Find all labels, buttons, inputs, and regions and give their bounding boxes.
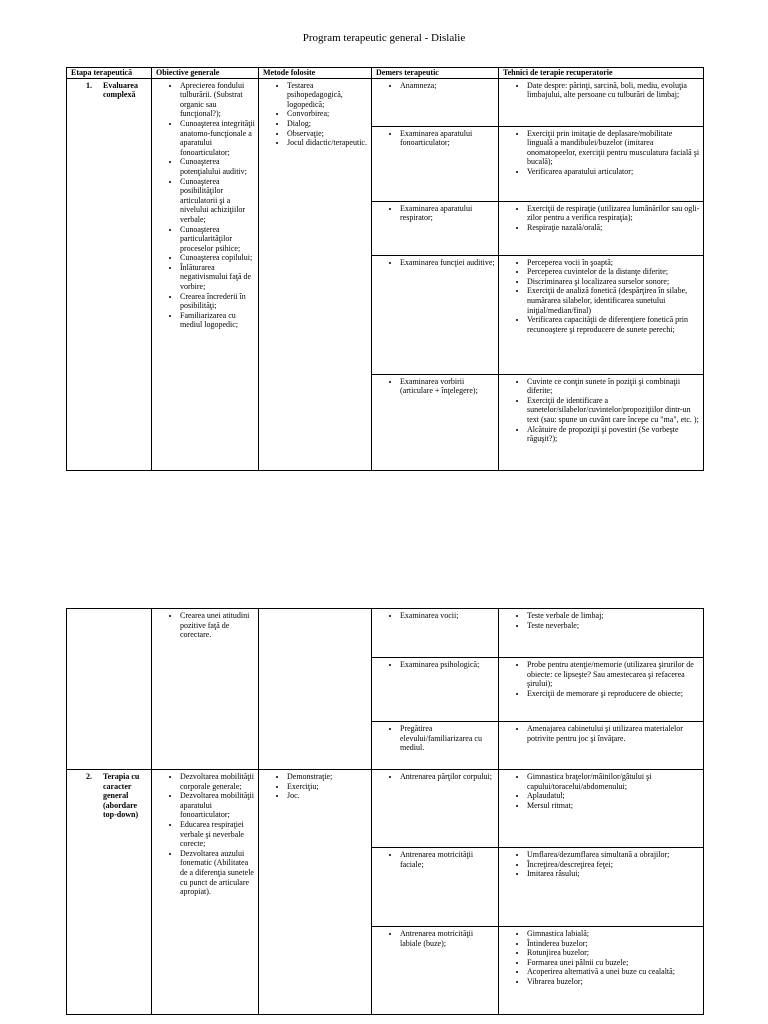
- techniques-cell: [499, 374, 704, 470]
- list-item: • Aprecierea fondului tulburării. (Substrat organic sau funcţional?);: [180, 81, 255, 119]
- approach-cell: [372, 770, 499, 848]
- approach-cell: [372, 722, 499, 770]
- list-item: • Dezvoltarea auzului fonematic (Abilitatea de a diferenţia sunetele cu punct de articulare apropiat).: [180, 849, 255, 897]
- list-item: • Exerciţii de identificare a sunetelor/silabelor/cuvintelor/propoziţiilor dintr-un text (sau: spune un cuvânt care începe cu "ma", etc. );: [527, 396, 700, 425]
- list-item: • Educarea respiraţiei verbale şi neverbale corecte;: [180, 820, 255, 849]
- objectives-cell: [152, 78, 259, 470]
- list-item: • Alcătuire de propoziţii şi povestiri (Se vorbeşte răguşit?);: [527, 425, 700, 444]
- techniques-cell: [499, 78, 704, 126]
- stage-number: 1.: [86, 80, 92, 90]
- methods-cell: [259, 78, 372, 470]
- list-item: • Acoperirea alternativă a unei buze cu cealaltă;: [527, 967, 700, 977]
- list-item: • Aplaudatul;: [527, 791, 700, 801]
- approach-cell: [372, 374, 499, 470]
- list-item: • Cunoaşterea copilului;: [180, 253, 255, 263]
- list-item: • Antrenarea motricităţii faciale;: [400, 850, 495, 869]
- list-item: • Jocul didactic/terapeutic.: [287, 138, 368, 148]
- stage-cell: [67, 609, 152, 770]
- list-item: • Dezvoltarea mobilităţii corporale generale;: [180, 772, 255, 791]
- list-item: • Formarea unei pâlnii cu buzele;: [527, 958, 700, 968]
- list-item: • Examinarea vocii;: [400, 611, 495, 621]
- list-item: • Rotunjirea buzelor;: [527, 948, 700, 958]
- list-item: • Examinarea funcţiei auditive;: [400, 258, 495, 268]
- approach-cell: [372, 848, 499, 927]
- list-item: • Încreţirea/descreţirea feţei;: [527, 860, 700, 870]
- list-item: • Antrenarea părţilor corpului;: [400, 772, 495, 782]
- header-techniques: Tehnici de terapie recuperatorie: [499, 68, 704, 79]
- approach-cell: [372, 609, 499, 658]
- list-item: • Exerciţii de respiraţie (utilizarea lumânărilor sau oglizilor pentru a verifica respiraţia);: [527, 204, 700, 223]
- list-item: • Verificarea aparatului articulator;: [527, 167, 700, 177]
- table-row: [67, 770, 704, 848]
- techniques-cell: [499, 927, 704, 1015]
- techniques-cell: [499, 609, 704, 658]
- list-item: • Înlăturarea negativismului faţă de vorbire;: [180, 263, 255, 292]
- list-item: • Exerciţii de analiză fonetică (despărţirea în silabe, numărarea silabelor, identificarea sunetului iniţial/median/final): [527, 286, 700, 315]
- stage-cell: [67, 78, 152, 470]
- list-item: • Anamneza;: [400, 81, 495, 91]
- techniques-cell: [499, 658, 704, 722]
- list-item: • Întinderea buzelor;: [527, 939, 700, 949]
- list-item: • Probe pentru atenţie/memorie (utilizarea şirurilor de obiecte: ce lipseşte? Sau amestecarea şi refacerea şirului);: [527, 660, 700, 689]
- list-item: • Examinarea aparatului fonoarticulator;: [400, 129, 495, 148]
- list-item: • Demonstraţie;: [287, 772, 368, 782]
- list-item: • Date despre: părinţi, sarcină, boli, mediu, evoluţia limbajului, alte persoane cu tulburări de limbaj;: [527, 81, 700, 100]
- approach-cell: [372, 126, 499, 201]
- list-item: • Mersul ritmat;: [527, 801, 700, 811]
- stage-name: Evaluarea complexă: [103, 80, 138, 100]
- header-objectives: Obiective generale: [152, 68, 259, 79]
- techniques-cell: [499, 201, 704, 255]
- list-item: • Observaţie;: [287, 129, 368, 139]
- header-approach: Demers terapeutic: [372, 68, 499, 79]
- list-item: • Amenajarea cabinetului şi utilizarea materialelor potrivite pentru joc şi învăţare.: [527, 724, 700, 743]
- table-row: [67, 78, 704, 126]
- list-item: • Examinarea psihologică;: [400, 660, 495, 670]
- list-item: • Pregătirea elevului/familiarizarea cu mediul.: [400, 724, 495, 753]
- list-item: • Examinarea aparatului respirator;: [400, 204, 495, 223]
- list-item: • Umflarea/dezumflarea simultană a obrajilor;: [527, 850, 700, 860]
- list-item: • Exerciţiu;: [287, 782, 368, 792]
- list-item: • Teste verbale de limbaj;: [527, 611, 700, 621]
- list-item: • Antrenarea motricităţii labiale (buze);: [400, 929, 495, 948]
- list-item: • Examinarea vorbirii (articulare + înţelegere);: [400, 377, 495, 396]
- techniques-cell: [499, 848, 704, 927]
- list-item: • Perceperea cuvintelor de la distanţe diferite;: [527, 267, 700, 277]
- methods-cell: [259, 609, 372, 770]
- approach-cell: [372, 255, 499, 374]
- approach-cell: [372, 658, 499, 722]
- list-item: • Teste neverbale;: [527, 621, 700, 631]
- techniques-cell: [499, 770, 704, 848]
- list-item: • Familiarizarea cu mediul logopedic;: [180, 311, 255, 330]
- list-item: • Exerciţii prin imitaţie de deplasare/mobilitate linguală a mandibulei/buzelor (imitarea onomatopeelor, exerciţii pentru musculatura facială şi bucală);: [527, 129, 700, 167]
- approach-cell: [372, 927, 499, 1015]
- list-item: • Cunoaşterea posibilităţilor articulatorii şi a nivelului achiziţiilor verbale;: [180, 177, 255, 225]
- list-item: • Dialog;: [287, 119, 368, 129]
- list-item: • Gimnastica braţelor/mâinilor/gâtului şi capului/toracelui/abdomenului;: [527, 772, 700, 791]
- objectives-cell: [152, 609, 259, 770]
- stage-name: Terapia cu caracter general (abordare top-down): [103, 772, 140, 820]
- objectives-cell: [152, 770, 259, 1015]
- document-title: Program terapeutic general - Dislalie: [302, 32, 466, 44]
- list-item: • Convorbirea;: [287, 109, 368, 119]
- list-item: • Joc.: [287, 791, 368, 801]
- list-item: • Gimnastica labială;: [527, 929, 700, 939]
- therapy-program-table-page-2: [66, 608, 704, 1015]
- list-item: • Exerciţii de memorare şi reproducere de obiecte;: [527, 689, 700, 699]
- approach-cell: [372, 201, 499, 255]
- techniques-cell: [499, 722, 704, 770]
- list-item: • Respiraţie nazală/orală;: [527, 223, 700, 233]
- stage-number: 2.: [86, 772, 92, 781]
- list-item: • Crearea unei atitudini pozitive faţă de corectare.: [180, 611, 255, 640]
- approach-cell: [372, 78, 499, 126]
- techniques-cell: [499, 255, 704, 374]
- list-item: • Imitarea râsului;: [527, 869, 700, 879]
- techniques-cell: [499, 126, 704, 201]
- list-item: • Testarea psihopedagogică, logopedică;: [287, 81, 368, 110]
- header-methods: Metode folosite: [259, 68, 372, 79]
- header-stage: Etapa terapeutică: [67, 68, 152, 79]
- therapy-program-table-page-1: [66, 67, 704, 471]
- list-item: • Cunoaşterea particularităţilor proceselor psihice;: [180, 225, 255, 254]
- list-item: • Verificarea capacităţii de diferenţiere fonetică prin recunoaştere şi reproducere de sunete perechi;: [527, 315, 700, 334]
- list-item: • Discriminarea şi localizarea surselor sonore;: [527, 277, 700, 287]
- list-item: • Cuvinte ce conţin sunete în poziţii şi combinaţii diferite;: [527, 377, 700, 396]
- table-header-row: [67, 68, 704, 79]
- list-item: • Dezvoltarea mobilităţii aparatului fonoarticulator;: [180, 791, 255, 820]
- list-item: • Perceperea vocii în şoaptă;: [527, 258, 700, 268]
- list-item: • Cunoaşterea potenţialului auditiv;: [180, 157, 255, 176]
- stage-cell: [67, 770, 152, 1015]
- methods-cell: [259, 770, 372, 1015]
- list-item: • Cunoaşterea integrităţii anatomo-funcţionale a aparatului fonoarticulator;: [180, 119, 255, 157]
- table-row: [67, 609, 704, 658]
- list-item: • Crearea încrederii în posibilităţi;: [180, 292, 255, 311]
- list-item: • Vibrarea buzelor;: [527, 977, 700, 987]
